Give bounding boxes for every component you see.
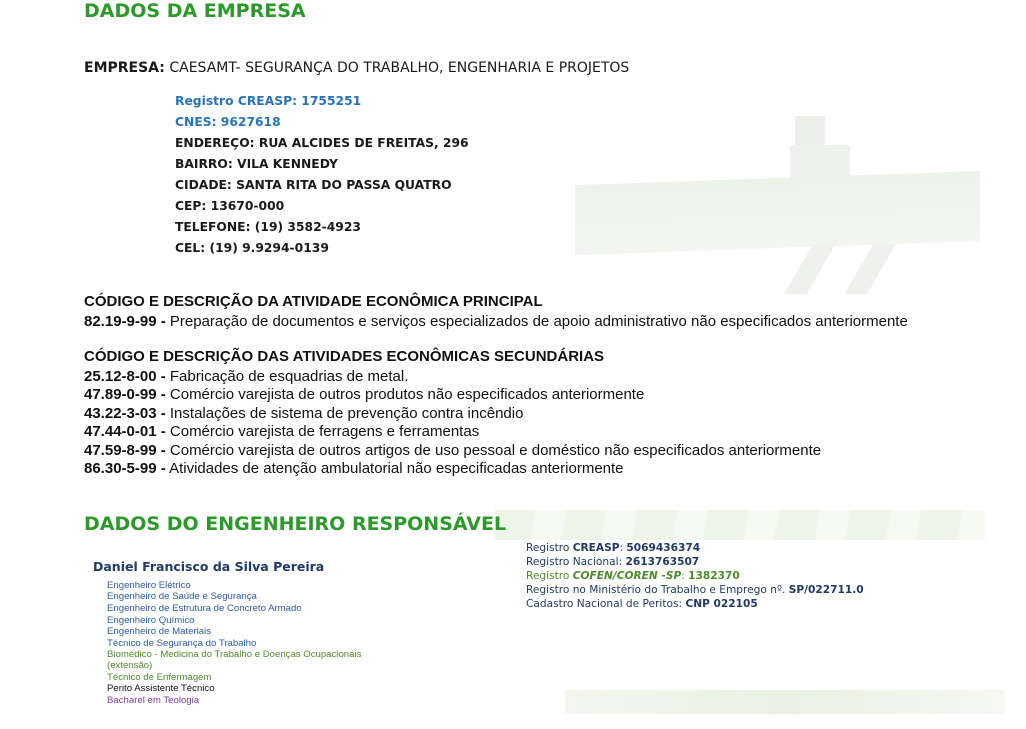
registro-creasp-engenheiro xyxy=(526,542,700,554)
list-item xyxy=(84,405,523,422)
role-item: Engenheiro de Saúde e Segurança xyxy=(107,591,257,602)
reg-value: 5069436374 xyxy=(626,542,701,554)
section-title-engenheiro: DADOS DO ENGENHEIRO RESPONSÁVEL xyxy=(84,513,507,535)
cnes: CNES: 9627618 xyxy=(175,115,281,129)
endereco: ENDEREÇO: RUA ALCIDES DE FREITAS, 296 xyxy=(175,136,469,150)
company-name: CAESAMT- SEGURANÇA DO TRABALHO, ENGENHARIA E PROJETOS xyxy=(169,60,630,76)
reg-label: Registro xyxy=(526,542,573,554)
atividade-principal-item xyxy=(84,313,908,330)
reg-sep: : xyxy=(681,570,689,582)
activity-code: 82.19-9-99 - xyxy=(84,313,166,330)
role-item: (extensão) xyxy=(107,660,153,671)
list-item xyxy=(84,386,644,403)
reg-label: Cadastro Nacional de Peritos: xyxy=(526,598,686,610)
reg-value: 2613763507 xyxy=(625,556,700,568)
cidade: CIDADE: SANTA RITA DO PASSA QUATRO xyxy=(175,178,452,192)
registro-cofen xyxy=(526,570,740,582)
engineer-name: Daniel Francisco da Silva Pereira xyxy=(93,559,325,574)
activity-code: 47.59-8-99 - xyxy=(84,442,166,459)
role-item: Engenheiro Elétrico xyxy=(107,580,191,591)
cadastro-peritos xyxy=(526,598,758,610)
reg-value: SP/022711.0 xyxy=(788,584,864,596)
reg-label: Registro Nacional: xyxy=(526,556,626,568)
reg-key: CREASP xyxy=(572,542,620,554)
list-item xyxy=(84,423,479,440)
registro-mte xyxy=(526,584,864,596)
celular: CEL: (19) 9.9294-0139 xyxy=(175,241,329,255)
watermark-shape xyxy=(760,244,920,294)
decorative-stripe xyxy=(565,690,1005,714)
list-item xyxy=(84,442,821,459)
atividade-principal-heading: CÓDIGO E DESCRIÇÃO DA ATIVIDADE ECONÔMICA PRINCIPAL xyxy=(84,293,543,310)
activity-desc: Preparação de documentos e serviços especializados de apoio administrativo não especificados anteriormente xyxy=(169,313,908,330)
reg-label: Registro no Ministério do Trabalho e Emprego nº. xyxy=(526,584,789,596)
activity-code: 43.22-3-03 - xyxy=(84,405,166,422)
reg-label: Registro xyxy=(526,570,573,582)
bairro: BAIRRO: VILA KENNEDY xyxy=(175,157,338,171)
company-label: EMPRESA: xyxy=(84,60,165,76)
list-item xyxy=(84,368,408,385)
reg-key: COFEN/COREN -SP xyxy=(572,570,682,582)
activity-code: 47.44-0-01 - xyxy=(84,423,166,440)
role-item: Biomédico - Medicina do Trabalho e Doenças Ocupacionais xyxy=(107,649,362,660)
activity-desc: Comércio varejista de outros produtos não especificados anteriormente xyxy=(169,386,645,403)
reg-value: 1382370 xyxy=(688,570,740,582)
role-item: Engenheiro de Materiais xyxy=(107,626,211,637)
registro-creasp: Registro CREASP: 1755251 xyxy=(175,94,362,108)
section-title-empresa: DADOS DA EMPRESA xyxy=(84,0,306,22)
cep: CEP: 13670-000 xyxy=(175,199,285,213)
role-item: Engenheiro de Estrutura de Concreto Armado xyxy=(107,603,302,614)
activity-desc: Instalações de sistema de prevenção contra incêndio xyxy=(169,405,524,422)
role-item: Técnico de Segurança do Trabalho xyxy=(107,638,257,649)
decorative-stripe xyxy=(495,510,985,540)
activity-desc: Fabricação de esquadrias de metal. xyxy=(169,368,409,385)
activity-code: 47.89-0-99 - xyxy=(84,386,166,403)
role-item: Técnico de Enfermagem xyxy=(107,672,212,683)
role-item: Perito Assistente Técnico xyxy=(107,683,215,694)
activity-desc: Comércio varejista de ferragens e ferramentas xyxy=(169,423,480,440)
atividades-secundarias-heading: CÓDIGO E DESCRIÇÃO DAS ATIVIDADES ECONÔMICAS SECUNDÁRIAS xyxy=(84,348,605,365)
telefone: TELEFONE: (19) 3582-4923 xyxy=(175,220,361,234)
role-item: Bacharel em Teologia xyxy=(107,695,200,706)
activity-code: 25.12-8-00 - xyxy=(84,368,166,385)
reg-value: CNP 022105 xyxy=(685,598,758,610)
role-item: Engenheiro Químico xyxy=(107,615,195,626)
activity-desc: Comércio varejista de outros artigos de uso pessoal e doméstico não especificados anteriormente xyxy=(169,442,822,459)
activity-desc: Atividades de atenção ambulatorial não especificadas anteriormente xyxy=(169,460,624,477)
activity-code: 86.30-5-99 - xyxy=(84,460,166,477)
company-line xyxy=(84,60,629,76)
registro-nacional xyxy=(526,556,699,568)
list-item xyxy=(84,460,624,477)
watermark-shape xyxy=(575,171,980,255)
reg-sep: : xyxy=(619,542,627,554)
